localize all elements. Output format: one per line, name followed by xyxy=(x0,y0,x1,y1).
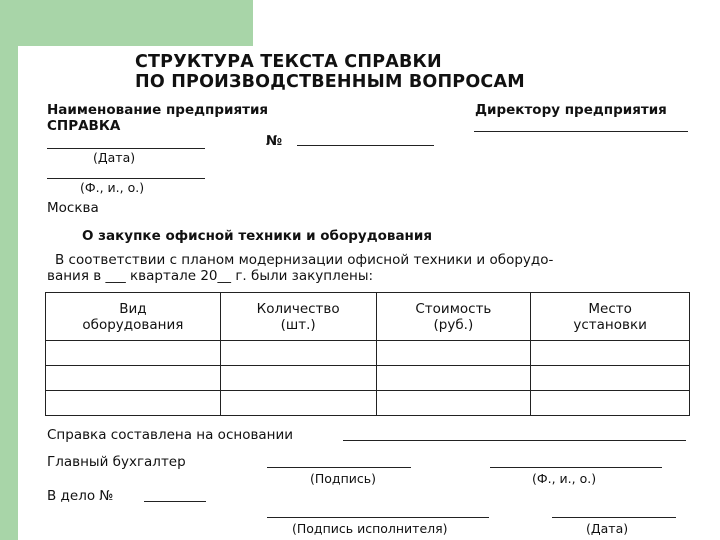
basis-label: Справка составлена на основании xyxy=(47,427,294,443)
table-cell xyxy=(46,366,221,391)
table-row xyxy=(46,391,690,416)
equipment-table xyxy=(45,292,690,416)
title-line-2: ПО ПРОИЗВОДСТВЕННЫМ ВОПРОСАМ xyxy=(135,72,525,92)
date-hint: (Дата) xyxy=(93,150,136,165)
header-cost: Стоимость (руб.) xyxy=(376,293,531,341)
number-line xyxy=(297,145,434,146)
body-line-2: вания в ___ квартале 20__ г. были закуплены: xyxy=(47,268,374,284)
header-quantity: Количество (шт.) xyxy=(220,293,376,341)
date-line xyxy=(47,148,205,149)
body-line-1: В соответствии с планом модернизации офисной техники и оборудо- xyxy=(55,252,554,268)
accountant-fio-line xyxy=(490,467,662,468)
file-label: В дело № xyxy=(47,488,114,504)
addressee-line xyxy=(474,131,688,132)
table-cell xyxy=(531,366,690,391)
document-page xyxy=(18,46,720,540)
doc-type-label: СПРАВКА xyxy=(47,118,121,134)
table-cell xyxy=(531,341,690,366)
decorative-green-strip xyxy=(0,0,18,540)
table-cell xyxy=(220,366,376,391)
number-label: № xyxy=(266,133,283,149)
executor-date-line xyxy=(552,517,676,518)
table-cell xyxy=(220,341,376,366)
title-line-1: СТРУКТУРА ТЕКСТА СПРАВКИ xyxy=(135,52,442,72)
fio-hint-2: (Ф., и., о.) xyxy=(532,471,597,486)
signature-hint: (Подпись) xyxy=(310,471,376,486)
table-cell xyxy=(376,341,531,366)
addressee-label: Директору предприятия xyxy=(475,102,667,118)
city-label: Москва xyxy=(47,200,99,216)
subject-heading: О закупке офисной техники и оборудования xyxy=(82,228,433,244)
table-cell xyxy=(376,391,531,416)
table-header-row xyxy=(46,293,690,341)
header-location: Место установки xyxy=(531,293,690,341)
basis-line xyxy=(343,440,686,441)
accountant-signature-line xyxy=(267,467,411,468)
executor-signature-line xyxy=(267,517,489,518)
table-cell xyxy=(46,341,221,366)
table-cell xyxy=(376,366,531,391)
table-cell xyxy=(220,391,376,416)
date-hint-2: (Дата) xyxy=(586,521,629,536)
fio-line xyxy=(47,178,205,179)
table-row xyxy=(46,366,690,391)
table-cell xyxy=(46,391,221,416)
decorative-green-block xyxy=(0,0,253,46)
header-equipment-type: Вид оборудования xyxy=(46,293,221,341)
file-number-line xyxy=(144,501,206,502)
fio-hint: (Ф., и., о.) xyxy=(80,180,145,195)
table-cell xyxy=(531,391,690,416)
executor-signature-hint: (Подпись исполнителя) xyxy=(292,521,448,536)
table-row xyxy=(46,341,690,366)
org-name-label: Наименование предприятия xyxy=(47,102,269,118)
accountant-label: Главный бухгалтер xyxy=(47,454,186,470)
